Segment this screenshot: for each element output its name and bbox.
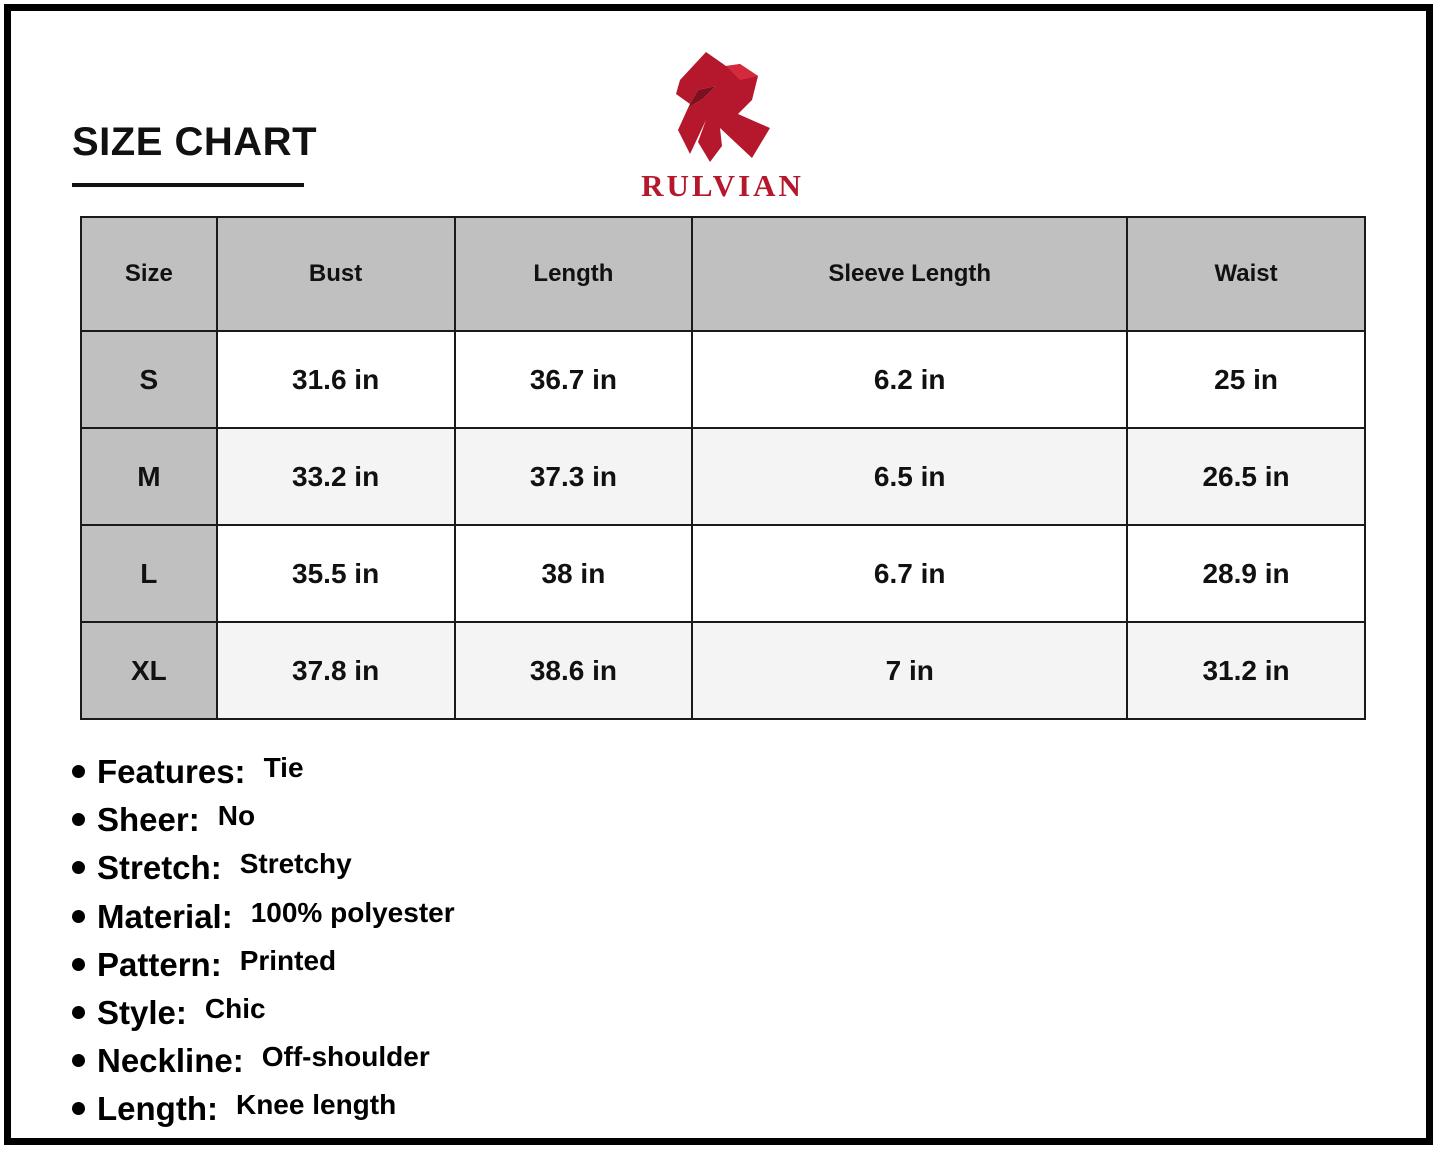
bullet-icon xyxy=(72,910,85,923)
header-cell: Bust xyxy=(217,217,455,331)
feature-value: No xyxy=(217,800,256,832)
stylized-r-logo-icon xyxy=(668,50,778,162)
table-cell: 31.6 in xyxy=(217,331,455,428)
header-cell: Size xyxy=(81,217,217,331)
table-row xyxy=(81,331,1365,428)
list-item xyxy=(72,897,455,945)
table-cell: 36.7 in xyxy=(455,331,693,428)
list-item xyxy=(72,1041,455,1089)
bullet-icon xyxy=(72,1102,85,1115)
title-underline xyxy=(72,183,304,187)
list-item xyxy=(72,1089,455,1137)
feature-value: 100% polyester xyxy=(250,896,455,928)
bullet-icon xyxy=(72,765,85,778)
list-item xyxy=(72,993,455,1041)
size-cell: S xyxy=(81,331,217,428)
list-item xyxy=(72,848,455,896)
feature-label: Sheer: xyxy=(97,801,200,839)
table-cell: 28.9 in xyxy=(1127,525,1365,622)
feature-value: Off-shoulder xyxy=(261,1041,430,1073)
feature-label: Style: xyxy=(97,993,187,1031)
table-cell: 7 in xyxy=(692,622,1127,719)
table-cell: 6.7 in xyxy=(692,525,1127,622)
bullet-icon xyxy=(72,958,85,971)
feature-value: Printed xyxy=(239,944,337,976)
table-cell: 6.5 in xyxy=(692,428,1127,525)
table-cell: 31.2 in xyxy=(1127,622,1365,719)
table-cell: 25 in xyxy=(1127,331,1365,428)
table-header-row xyxy=(81,217,1365,331)
feature-label: Stretch: xyxy=(97,849,222,887)
table-cell: 33.2 in xyxy=(217,428,455,525)
list-item xyxy=(72,752,455,800)
size-chart-table xyxy=(80,216,1366,720)
feature-value: Stretchy xyxy=(239,848,352,880)
table-row xyxy=(81,622,1365,719)
header-cell: Length xyxy=(455,217,693,331)
header-cell: Waist xyxy=(1127,217,1365,331)
bullet-icon xyxy=(72,1054,85,1067)
feature-label: Length: xyxy=(97,1090,218,1128)
size-cell: M xyxy=(81,428,217,525)
size-cell: L xyxy=(81,525,217,622)
bullet-icon xyxy=(72,861,85,874)
bullet-icon xyxy=(72,1006,85,1019)
size-cell: XL xyxy=(81,622,217,719)
feature-value: Knee length xyxy=(235,1089,397,1121)
table-cell: 38.6 in xyxy=(455,622,693,719)
table-cell: 26.5 in xyxy=(1127,428,1365,525)
brand-logo xyxy=(620,50,825,203)
header-cell: Sleeve Length xyxy=(692,217,1127,331)
feature-label: Pattern: xyxy=(97,945,222,983)
table-cell: 38 in xyxy=(455,525,693,622)
table-row xyxy=(81,428,1365,525)
table-cell: 37.3 in xyxy=(455,428,693,525)
list-item xyxy=(72,945,455,993)
bullet-icon xyxy=(72,813,85,826)
feature-value: Tie xyxy=(263,752,304,783)
feature-label: Neckline: xyxy=(97,1042,244,1080)
table-cell: 6.2 in xyxy=(692,331,1127,428)
table-cell: 35.5 in xyxy=(217,525,455,622)
table-row xyxy=(81,525,1365,622)
feature-label: Features: xyxy=(97,753,246,790)
feature-list xyxy=(72,752,455,1138)
feature-value: Chic xyxy=(204,992,266,1024)
page-title: SIZE CHART xyxy=(72,120,317,164)
list-item xyxy=(72,800,455,848)
brand-name: RULVIAN xyxy=(641,168,804,203)
feature-label: Material: xyxy=(97,897,233,935)
table-cell: 37.8 in xyxy=(217,622,455,719)
